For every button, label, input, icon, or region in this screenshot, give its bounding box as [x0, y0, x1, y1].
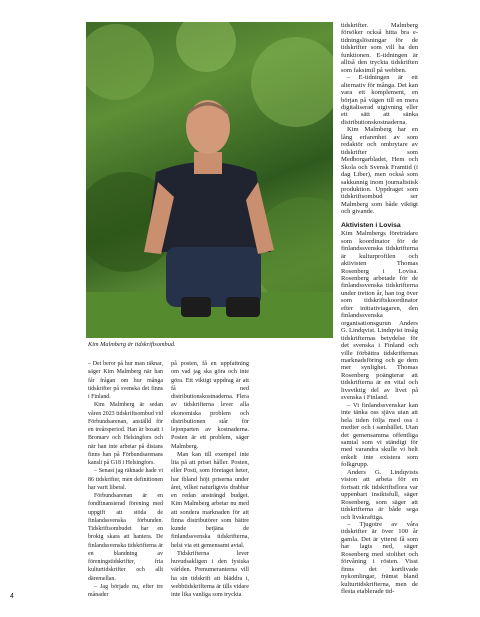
paragraph: Anders G. Lindqvists vision att arbeta för en fortsatt rik tidskriftsflora var uppenbart insiktsfull, säger Rosenberg, som säger att tidskrifterna är både sega och livskraftiga.	[341, 468, 418, 521]
paragraph: Kim Malmberg är sedan våren 2023 tidskriftsombud vid Förbundsarenan, anställd för en treårsperiod. Han är bosatt i Bromarv och Helsingfors och när han inte arbetar på distans finns han på Förbundsarenans kansli på G18 i Helsingfors.	[88, 402, 163, 466]
paragraph: – Jag började nu, efter tre månader	[88, 583, 163, 598]
paragraph: – Det beror på hur man räknar, säger Kim Malmberg när han får frågan om hur många tidskrifter på svenska det finns i Finland.	[88, 361, 163, 400]
paragraph: Kim Malmbergs företrädare som koordinator för de finlandssvenska tidskrifterna är kulturprofilen och aktivisten Thomas Rosenberg i Lovisa. Rosenberg arbetade för de finlandssvenska tidskrifterna under tretton år, han tog över som tidskriftskoordinator efter initiativtagaren, den finlandssvenska organisationsgurun Anders G. Lindqvist. Lindqvist insåg tidskrifternas betydelse för det svenska i Finland och ville förbättra tidskrifternas marknadsföring och ge dem mer synlighet. Thomas Rosenberg poängterar att tidskrifterna är en vital och livsviktig del av livet på svenska i Finland.	[341, 230, 418, 402]
portrait-illustration	[86, 22, 333, 338]
column-1	[88, 360, 163, 599]
paragraph: tidskrifter. Malmberg försöker också hitta bra e-tidningslösningar för de tidskrifter som vill ha den funktionen. E-tidningen är alltså den tryckta tidskriften som faksimil på webben.	[341, 22, 418, 74]
paragraph: på posten, få en uppfattning om vad jag ska göra och inte göra. Ett viktigt uppdrag är att få ned distributionskostnaderna. Flera av tidskrifterna lever alla ekonomiska problem och distributionen står för lejonparten av kostnaderna. Posten är ett problem, säger Malmberg.	[171, 360, 249, 450]
paragraph: Förbundsarenan är en fondfinansierad förening med uppgift att stöda de finlandssvenska förbunden. Tidskriftsombudet har en brokig skara att hantera. De finlandssvenska tidskrifterna är en blandning av föreningstidskrifter, fria kulturtidskrifter och allt däremellan.	[88, 493, 163, 582]
photo-caption: Kim Malmberg är tidskriftsombud.	[88, 341, 176, 348]
paragraph: Kim Malmberg har en lång erfarenhet av som redaktör och ombrytare av tidskrifter som Medborgarbladet, Hem och Skola och Svensk Framtid (i dag Liber), men också som sakkunnig inom journalistisk produktion. Uppdraget som tidskriftsombud ser Malmberg som både viktigt och givande.	[341, 126, 418, 216]
column-3	[341, 22, 418, 595]
paragraph: Man kan till exempel inte lita på att priset håller. Posten, eller Posti, som företaget heter, har ibland höjt priserna under året, vilket naturligtvis drabbar en redan ansträngd budget. Kim Malmberg arbetar nu med att sondera marknaden för att finna distributörer som bättre kunde betjäna de finlandssvenska tidskrifterna, helst via ett gemensamt avtal.	[171, 450, 249, 549]
section-heading: Aktivisten i Lovisa	[341, 221, 401, 229]
column-2	[171, 360, 249, 599]
portrait-photo	[86, 22, 333, 338]
page-number: 4	[10, 593, 14, 600]
paragraph: – Tjugotre av våra tidskrifter är över 100 år gamla. Det är ytterst få som har lagts ned, säger Rosenberg med stolthet och förvåning i rösten. Visst finns det kortlivade nykomlingar, främst bland kulturtidskrifterna, men de flesta etablerade tid-	[341, 520, 418, 596]
paragraph: – Vi finlandssvenskar kan inte tänka oss sjäva utan att hela tiden följa med oss i medier och i samhället. Utan det gemensamma offentliga samtal som vi ständigt för med varandra skulle vi helt enkelt inte existera som folkgrupp.	[341, 401, 418, 469]
paragraph: Tidskrifterna lever huvudsakligen i den fysiska världen. Prenumeranterna vill ha sin tidskrift att bläddra i, webbtidskrifterna är tills vidare inte lika vanliga som tryckta	[171, 549, 249, 598]
paragraph: – Senast jag räknade hade vi 86 tidskrifter, men definitionen har varit liberal.	[88, 468, 163, 491]
paragraph: – E-tidningen är ett alternativ för många. Det kan vara ett komplement, en början på vägen till en mera digitaliserad utgivning eller ett sätt att sänka distributionskostnaderna.	[341, 74, 418, 126]
